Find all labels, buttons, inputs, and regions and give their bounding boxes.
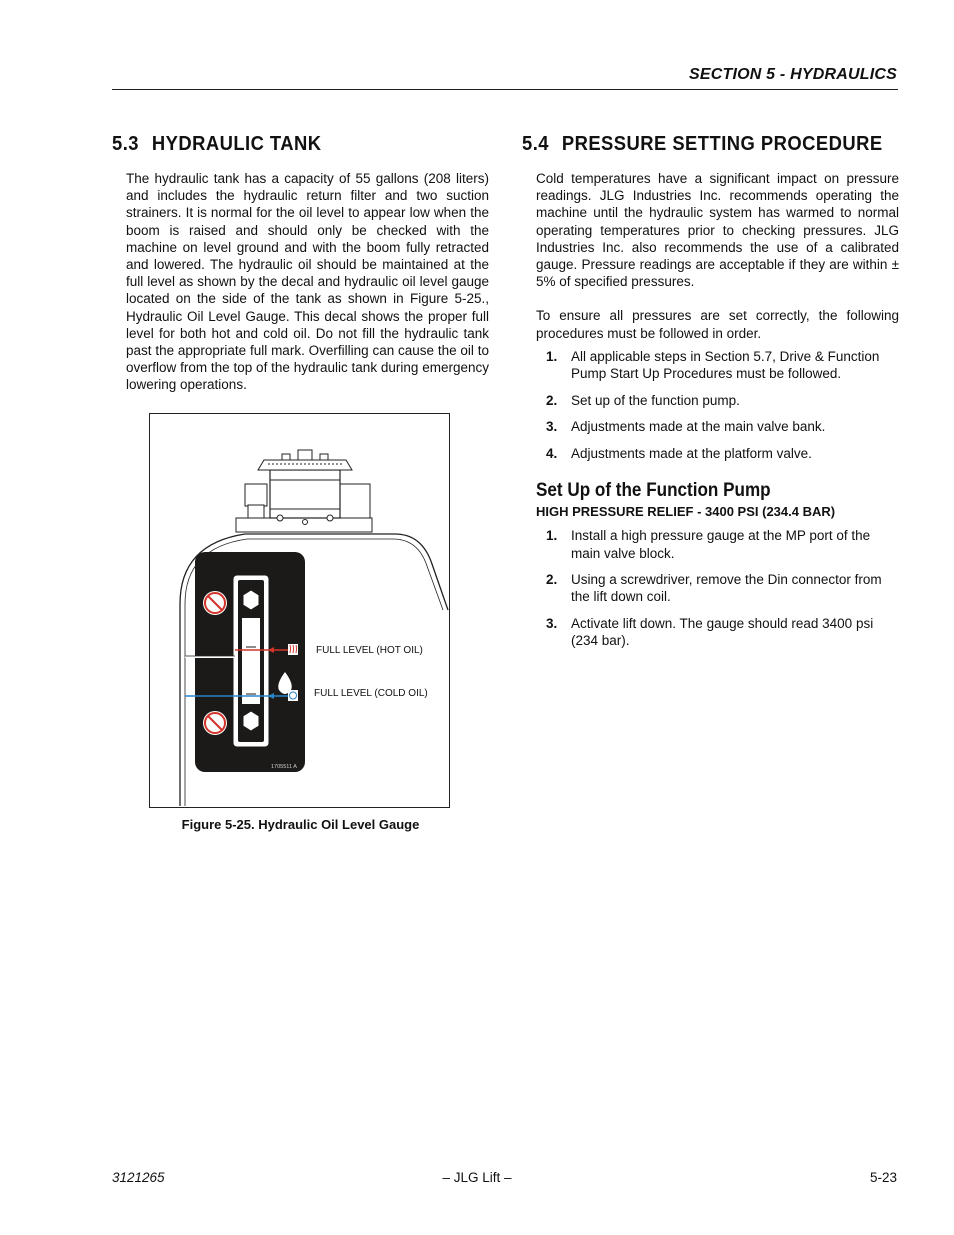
list-item — [522, 392, 899, 409]
list-item — [522, 348, 899, 382]
step-text: Activate lift down. The gauge should read 3400 psi (234 bar). — [571, 616, 874, 649]
section-header: SECTION 5 - HYDRAULICS — [689, 66, 897, 83]
step-text: Adjustments made at the main valve bank. — [571, 419, 826, 435]
procedure-steps-list — [522, 348, 899, 463]
list-item — [522, 615, 899, 649]
step-text: Install a high pressure gauge at the MP port of the main valve block. — [571, 528, 871, 561]
header-rule — [112, 89, 898, 90]
step-number: 3. — [546, 419, 558, 435]
list-item — [522, 527, 899, 561]
footer-center-text: – JLG Lift – — [442, 1170, 512, 1185]
hydraulic-tank-heading — [112, 133, 459, 156]
step-number: 2. — [546, 392, 558, 408]
footer-page-number: 5-23 — [869, 1170, 897, 1185]
function-pump-subheading: Set Up of the Function Pump — [536, 480, 771, 502]
step-text: Using a screwdriver, remove the Din connector from the lift down coil. — [571, 572, 882, 605]
heading-text: PRESSURE SETTING PROCEDURE — [561, 133, 883, 155]
level-decal — [195, 552, 305, 772]
filter-housing — [236, 450, 372, 532]
pressure-setting-heading — [522, 133, 883, 156]
left-column — [112, 133, 489, 394]
hydraulic-oil-level-gauge-figure — [149, 413, 450, 808]
figure-caption: Figure 5-25. Hydraulic Oil Level Gauge — [181, 817, 420, 832]
list-item — [522, 445, 899, 462]
pressure-intro-paragraph: Cold temperatures have a significant impact on pressure readings. JLG Industries Inc. recommends operating the machine until the hydraulic system has warmed to normal operating temperatures prior to checking pressures. JLG Industries Inc. also recommends the use of a calibrated gauge. Pressure readings are acceptable if they are within ± 5% of specified pressures. — [536, 171, 899, 290]
function-pump-steps-list — [522, 527, 899, 649]
pressure-order-paragraph: To ensure all pressures are set correctly, the following procedures must be followed in order. — [536, 308, 899, 341]
label-full-level-hot: FULL LEVEL (HOT OIL) — [316, 645, 423, 656]
step-number: 1. — [546, 528, 558, 544]
step-number: 2. — [546, 572, 558, 588]
step-number: 1. — [546, 348, 558, 364]
heading-text: HYDRAULIC TANK — [151, 133, 322, 155]
heading-number: 5.3 — [112, 133, 139, 155]
step-text: All applicable steps in Section 5.7, Drive & Function Pump Start Up Procedures must be followed. — [571, 348, 880, 382]
label-full-level-cold: FULL LEVEL (COLD OIL) — [314, 688, 428, 699]
right-column — [522, 133, 899, 659]
hydraulic-tank-paragraph: The hydraulic tank has a capacity of 55 gallons (208 liters) and includes the hydraulic return filter and two suction strainers. It is normal for the oil level to appear low when the boom is raised and should only be checked with the machine on level ground and with the boom fully retracted and lowered. The hydraulic oil should be maintained at the full level as shown by the decal and hydraulic oil level gauge located on the side of the tank as shown in Figure 5-25., Hydraulic Oil Level Gauge. This decal shows the proper full level for both hot and cold oil. Do not fill the hydraulic tank past the appropriate full mark. Overfilling can cause the oil to overflow from the top of the hydraulic tank during emergency lowering operations. — [126, 171, 489, 393]
step-text: Set up of the function pump. — [571, 392, 740, 408]
footer-doc-number: 3121265 — [112, 1170, 165, 1185]
heading-number: 5.4 — [522, 133, 549, 155]
gauge-illustration — [150, 414, 449, 807]
list-item — [522, 418, 899, 435]
decal-part-number: 1705511 A — [271, 764, 297, 770]
step-number: 3. — [546, 616, 558, 632]
list-item — [522, 571, 899, 605]
step-number: 4. — [546, 446, 558, 462]
high-pressure-relief-heading: HIGH PRESSURE RELIEF - 3400 PSI (234.4 BAR) — [536, 504, 836, 520]
step-text: Adjustments made at the platform valve. — [571, 446, 812, 462]
